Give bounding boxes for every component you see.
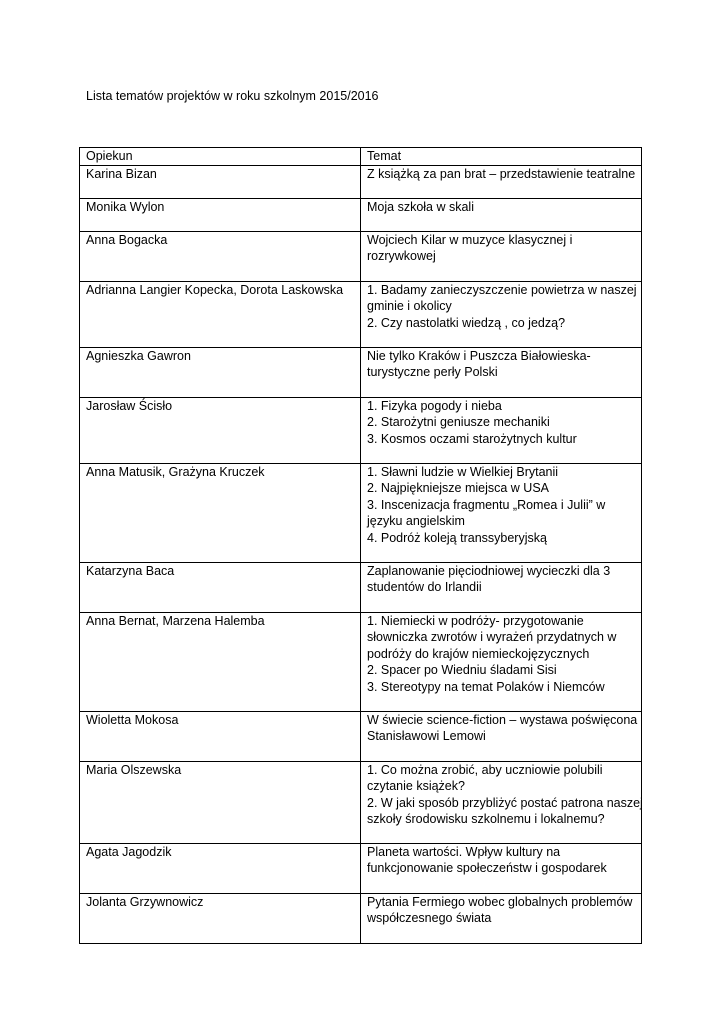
temat-line: współczesnego świata	[367, 911, 492, 925]
cell-temat	[361, 281, 642, 347]
temat-line: 2. W jaki sposób przybliżyć postać patrona naszej	[367, 795, 643, 810]
temat-line: 2. Czy nastolatki wiedzą , co jedzą?	[367, 315, 566, 330]
table-row	[80, 562, 642, 612]
cell-temat	[361, 761, 642, 843]
temat-line: Z książką za pan brat – przedstawienie teatralne	[367, 166, 636, 181]
temat-line: 2. Najpiękniejsze miejsca w USA	[367, 481, 550, 495]
table-row	[80, 231, 642, 281]
cell-opiekun: Karina Bizan	[80, 165, 361, 198]
table-row	[80, 165, 642, 198]
cell-temat	[361, 347, 642, 397]
temat-line: 3. Stereotypy na temat Polaków i Niemców	[367, 679, 605, 694]
temat-line: Pytania Fermiego wobec globalnych problemów	[367, 894, 633, 909]
temat-line: 1. Co można zrobić, aby uczniowie polubili	[367, 762, 603, 777]
temat-line: podróży do krajów niemieckojęzycznych	[367, 646, 590, 661]
temat-line: studentów do Irlandii	[367, 580, 482, 594]
table-header-row	[80, 148, 642, 166]
cell-temat	[361, 562, 642, 612]
temat-line: języku angielskim	[367, 514, 465, 528]
header-temat: Temat	[361, 148, 642, 166]
cell-opiekun: Katarzyna Baca	[80, 562, 361, 612]
cell-opiekun: Monika Wylon	[80, 198, 361, 231]
temat-line: Planeta wartości. Wpływ kultury na	[367, 844, 561, 859]
cell-temat	[361, 612, 642, 711]
temat-line: 4. Podróż koleją transsyberyjską	[367, 530, 547, 545]
temat-line: szkoły środowisku szkolnemu i lokalnemu?	[367, 812, 605, 826]
temat-line: 2. Starożytni geniusze mechaniki	[367, 415, 550, 429]
header-opiekun: Opiekun	[80, 148, 361, 166]
cell-opiekun: Anna Bogacka	[80, 231, 361, 281]
temat-line: Moja szkoła w skali	[367, 199, 474, 214]
page-title: Lista tematów projektów w roku szkolnym 2015/2016	[86, 89, 379, 103]
cell-opiekun: Wioletta Mokosa	[80, 711, 361, 761]
cell-temat	[361, 198, 642, 231]
table-row	[80, 347, 642, 397]
table-row	[80, 893, 642, 943]
table-row	[80, 198, 642, 231]
table-row	[80, 281, 642, 347]
table-row	[80, 711, 642, 761]
temat-line: rozrywkowej	[367, 249, 436, 263]
temat-line: Wojciech Kilar w muzyce klasycznej i	[367, 232, 573, 247]
temat-line: W świecie science-fiction – wystawa poświęcona	[367, 712, 638, 727]
temat-line: 3. Kosmos oczami starożytnych kultur	[367, 431, 577, 446]
temat-line: słowniczka zwrotów i wyrażeń przydatnych w	[367, 630, 617, 644]
cell-temat	[361, 843, 642, 893]
temat-line: 3. Inscenizacja fragmentu „Romea i Julii” w	[367, 497, 606, 512]
cell-temat	[361, 231, 642, 281]
cell-opiekun: Anna Bernat, Marzena Halemba	[80, 612, 361, 711]
cell-temat	[361, 397, 642, 463]
temat-line: czytanie książek?	[367, 779, 465, 793]
projects-table	[79, 147, 642, 944]
cell-temat	[361, 711, 642, 761]
cell-temat	[361, 463, 642, 562]
cell-temat	[361, 165, 642, 198]
cell-opiekun: Adrianna Langier Kopecka, Dorota Laskowska	[80, 281, 361, 347]
temat-line: 1. Niemiecki w podróży- przygotowanie	[367, 613, 584, 628]
temat-line: Stanisławowi Lemowi	[367, 729, 486, 743]
temat-line: turystyczne perły Polski	[367, 365, 498, 379]
temat-line: gminie i okolicy	[367, 299, 452, 313]
cell-opiekun: Agnieszka Gawron	[80, 347, 361, 397]
cell-opiekun: Maria Olszewska	[80, 761, 361, 843]
temat-line: 1. Fizyka pogody i nieba	[367, 398, 502, 413]
temat-line: Nie tylko Kraków i Puszcza Białowieska-	[367, 348, 591, 363]
table-row	[80, 761, 642, 843]
table-row	[80, 463, 642, 562]
table-row	[80, 612, 642, 711]
cell-temat	[361, 893, 642, 943]
cell-opiekun: Agata Jagodzik	[80, 843, 361, 893]
temat-line: 2. Spacer po Wiedniu śladami Sisi	[367, 663, 557, 677]
table-row	[80, 397, 642, 463]
temat-line: Zaplanowanie pięciodniowej wycieczki dla 3	[367, 563, 611, 578]
cell-opiekun: Jarosław Ścisło	[80, 397, 361, 463]
temat-line: 1. Badamy zanieczyszczenie powietrza w naszej	[367, 282, 637, 297]
temat-line: 1. Sławni ludzie w Wielkiej Brytanii	[367, 464, 559, 479]
table-row	[80, 843, 642, 893]
cell-opiekun: Jolanta Grzywnowicz	[80, 893, 361, 943]
cell-opiekun: Anna Matusik, Grażyna Kruczek	[80, 463, 361, 562]
temat-line: funkcjonowanie społeczeństw i gospodarek	[367, 861, 607, 875]
